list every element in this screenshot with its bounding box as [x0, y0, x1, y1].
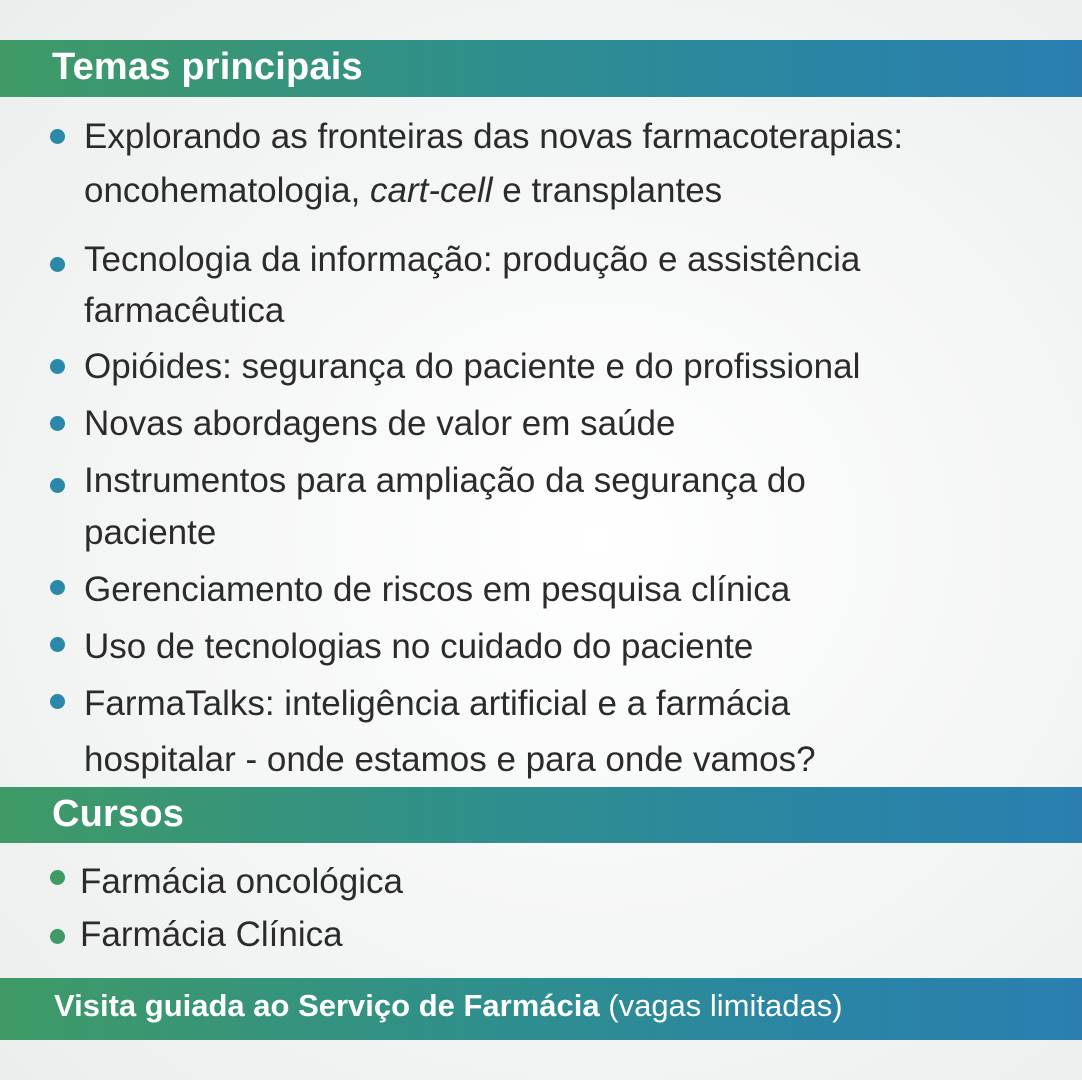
topics-title: Temas principais	[52, 46, 363, 88]
course-line: Farmácia Clínica	[80, 915, 343, 954]
guided-visit-band	[0, 978, 1082, 1040]
bullet-icon	[50, 637, 65, 652]
courses-title: Cursos	[52, 793, 185, 835]
guided-visit-note: (vagas limitadas)	[608, 988, 843, 1023]
topic-line: FarmaTalks: inteligência artificial e a farmácia	[84, 684, 791, 723]
bullet-icon	[50, 580, 65, 595]
bullet-icon	[50, 359, 65, 374]
topic-line: hospitalar - onde estamos e para onde vamos?	[84, 740, 816, 779]
topic-line: Gerenciamento de riscos em pesquisa clínica	[84, 570, 791, 609]
topic-line: Instrumentos para ampliação da segurança do	[84, 461, 806, 500]
topic-line: Explorando as fronteiras das novas farmacoterapias:	[84, 117, 904, 156]
topic-line: Tecnologia da informação: produção e assistência	[84, 240, 861, 279]
courses-header-band	[0, 787, 1082, 843]
bullet-icon	[50, 929, 65, 944]
bullet-icon	[50, 694, 65, 709]
bullet-icon	[50, 257, 65, 272]
bullet-icon	[50, 416, 65, 431]
course-line: Farmácia oncológica	[80, 862, 403, 901]
topic-line: farmacêutica	[84, 291, 285, 330]
bullet-icon	[50, 478, 65, 493]
topic-line: Novas abordagens de valor em saúde	[84, 404, 676, 443]
topics-header-band	[0, 40, 1082, 97]
guided-visit-title: Visita guiada ao Serviço de Farmácia	[54, 988, 600, 1023]
topic-line: paciente	[84, 513, 217, 552]
topic-line: Opióides: segurança do paciente e do profissional	[84, 347, 861, 386]
topic-line: Uso de tecnologias no cuidado do paciente	[84, 627, 754, 666]
topic-line: oncohematologia, cart-cell e transplantes	[84, 171, 723, 210]
bullet-icon	[50, 129, 65, 144]
topic-italic-term: cart-cell	[370, 171, 493, 210]
bullet-icon	[50, 870, 65, 885]
